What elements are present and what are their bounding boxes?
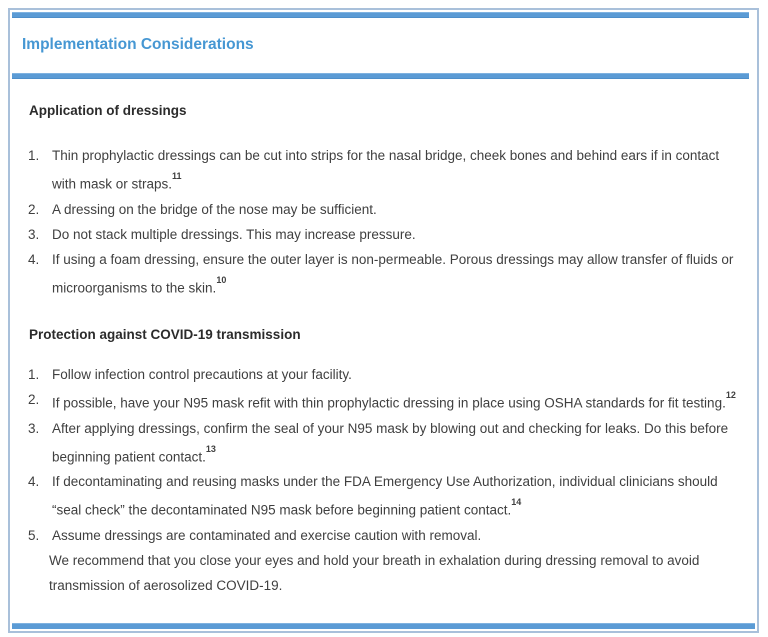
bottom-accent-bar xyxy=(12,623,755,629)
item-text-wrap xyxy=(52,387,757,416)
item-number: 2. xyxy=(28,201,40,217)
item-number: 3. xyxy=(28,226,40,242)
item-number: 2. xyxy=(28,392,40,407)
list-item xyxy=(10,197,757,222)
item-number: 1. xyxy=(28,367,40,382)
footnote-ref: 10 xyxy=(216,274,227,285)
protection-list xyxy=(10,362,757,598)
top-accent-bar xyxy=(12,12,749,18)
item-text-wrap xyxy=(52,222,757,247)
list-item xyxy=(10,416,757,470)
section-heading-protection: Protection against COVID-19 transmission xyxy=(29,327,301,342)
list-item xyxy=(10,222,757,247)
item-text-wrap xyxy=(49,523,757,598)
item-text: If using a foam dressing, ensure the outer layer is non-permeable. Porous dressings may allow transfer of fluids or microorganisms to the skin. xyxy=(52,251,734,295)
item-text-wrap xyxy=(52,197,757,222)
item-text-wrap xyxy=(52,416,757,470)
item-text-wrap xyxy=(52,143,757,197)
application-list xyxy=(10,143,757,300)
footnote-ref: 13 xyxy=(205,443,216,454)
item-text: If decontaminating and reusing masks under the FDA Emergency Use Authorization, individual clinicians should “seal check” the decontaminated N95 mask before beginning patient contact. xyxy=(52,474,718,518)
list-item xyxy=(10,523,757,598)
section-heading-application: Application of dressings xyxy=(29,103,187,118)
footnote-ref: 12 xyxy=(725,390,736,400)
item-number: 5. xyxy=(28,527,40,543)
item-text: Assume dressings are contaminated and exercise caution with removal. xyxy=(52,527,482,543)
page-title: Implementation Considerations xyxy=(22,36,254,53)
item-text: Do not stack multiple dressings. This may increase pressure. xyxy=(52,226,416,242)
list-item xyxy=(10,247,757,301)
item-text: Thin prophylactic dressings can be cut into strips for the nasal bridge, cheek bones and behind ears if in contact with mask or straps. xyxy=(52,148,720,192)
item-number: 3. xyxy=(28,420,40,436)
list-item xyxy=(10,387,757,416)
footnote-ref: 14 xyxy=(511,497,522,507)
footnote-ref: 11 xyxy=(172,171,182,181)
title-divider-bar xyxy=(12,73,749,79)
list-item xyxy=(10,362,757,387)
item-text: If possible, have your N95 mask refit with thin prophylactic dressing in place using OSHA standards for fit testing. xyxy=(52,395,726,411)
item-text-wrap xyxy=(52,469,757,523)
item-number: 4. xyxy=(28,474,40,489)
list-item xyxy=(10,143,757,197)
item-number: 1. xyxy=(28,148,40,163)
item-text: A dressing on the bridge of the nose may be sufficient. xyxy=(52,201,377,217)
item-number: 4. xyxy=(28,251,40,267)
document-frame xyxy=(8,8,759,633)
item-text: Follow infection control precautions at your facility. xyxy=(52,367,352,382)
item-text: After applying dressings, confirm the seal of your N95 mask by blowing out and checking for leaks. Do this before beginning patient contact. xyxy=(52,420,729,464)
item-text-wrap xyxy=(52,247,757,301)
item-note: We recommend that you close your eyes and hold your breath in exhalation during dressing removal to avoid transmission of aerosolized COVID-19. xyxy=(49,552,700,593)
item-text-wrap xyxy=(52,362,757,387)
list-item xyxy=(10,469,757,523)
